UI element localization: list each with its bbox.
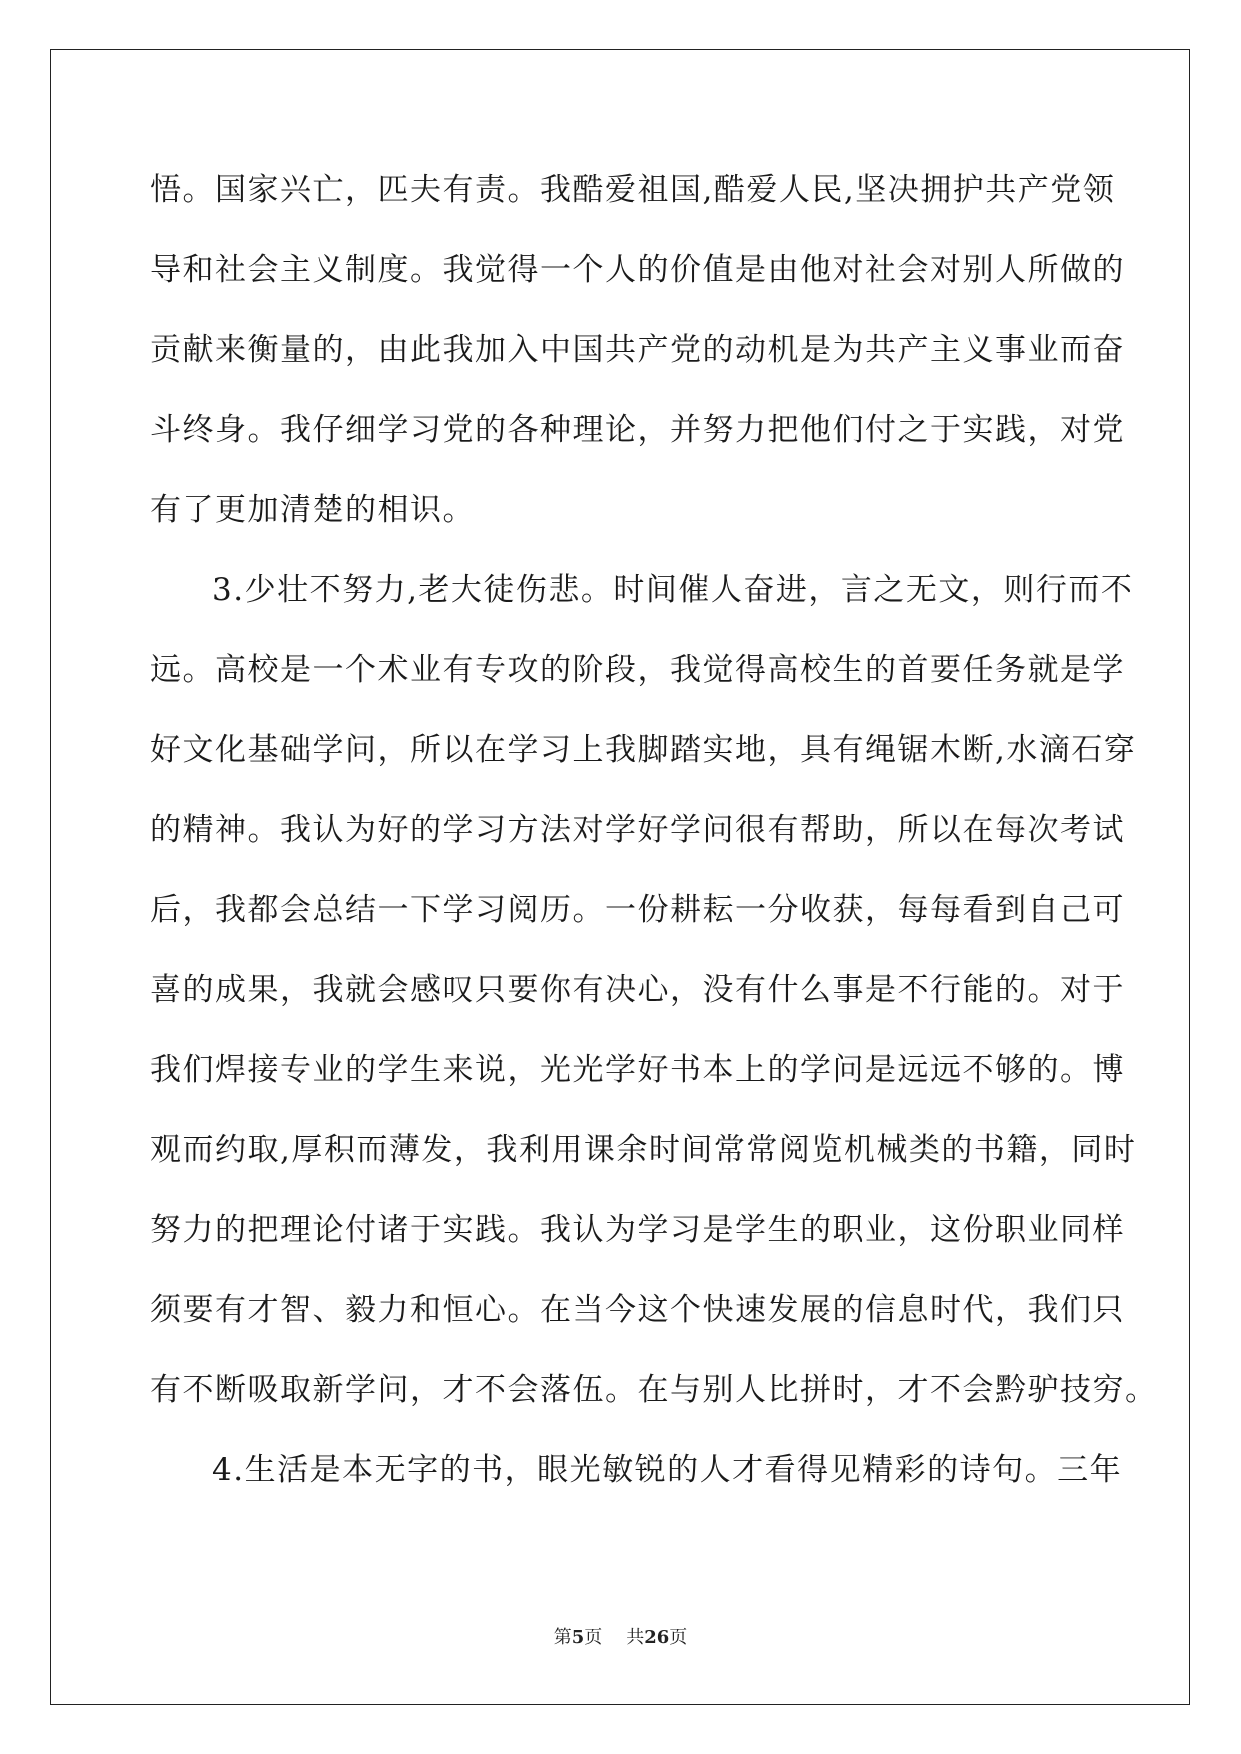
text-line-11: 喜的成果，我就会感叹只要你有决心，没有什么事是不行能的。对于 <box>150 972 1125 1008</box>
text-line-10: 后，我都会总结一下学习阅历。一份耕耘一分收获，每每看到自己可 <box>150 892 1125 928</box>
page-prefix: 第 <box>553 1627 572 1648</box>
text-line-3: 贡献来衡量的，由此我加入中国共产党的动机是为共产主义事业而奋 <box>150 332 1125 368</box>
text-line-8: 好文化基础学问，所以在学习上我脚踏实地，具有绳锯木断,水滴石穿 <box>150 732 1137 768</box>
text-line-14: 努力的把理论付诸于实践。我认为学习是学生的职业，这份职业同样 <box>150 1212 1125 1248</box>
text-line-2: 导和社会主义制度。我觉得一个人的价值是由他对社会对别人所做的 <box>150 252 1125 288</box>
text-line-7: 远。高校是一个术业有专攻的阶段，我觉得高校生的首要任务就是学 <box>150 652 1125 688</box>
text-line-12: 我们焊接专业的学生来说，光光学好书本上的学问是远远不够的。博 <box>150 1052 1125 1088</box>
text-line-5: 有了更加清楚的相识。 <box>150 492 475 528</box>
text-line-1: 悟。国家兴亡，匹夫有责。我酷爱祖国,酷爱人民,坚决拥护共产党领 <box>150 172 1116 208</box>
total-pages: 26 <box>644 1627 670 1648</box>
document-body <box>150 160 1158 1520</box>
text-line-15: 须要有才智、毅力和恒心。在当今这个快速发展的信息时代，我们只 <box>150 1292 1125 1328</box>
page-number: 5 <box>571 1627 585 1648</box>
paragraph-4-start: 4.生活是本无字的书，眼光敏锐的人才看得见精彩的诗句。三年 <box>212 1452 1123 1488</box>
text-line-9: 的精神。我认为好的学习方法对学好学问很有帮助，所以在每次考试 <box>150 812 1125 848</box>
text-line-13: 观而约取,厚积而薄发，我利用课余时间常常阅览机械类的书籍，同时 <box>150 1132 1137 1168</box>
page-footer <box>0 1623 1241 1649</box>
text-line-16: 有不断吸取新学问，才不会落伍。在与别人比拼时，才不会黔驴技穷。 <box>150 1372 1158 1408</box>
total-suffix: 页 <box>669 1627 688 1648</box>
total-prefix: 共 <box>626 1627 645 1648</box>
text-line-4: 斗终身。我仔细学习党的各种理论，并努力把他们付之于实践，对党 <box>150 412 1125 448</box>
page-suffix: 页 <box>584 1627 603 1648</box>
paragraph-3-start: 3.少壮不努力,老大徒伤悲。时间催人奋进，言之无文，则行而不 <box>212 572 1134 608</box>
